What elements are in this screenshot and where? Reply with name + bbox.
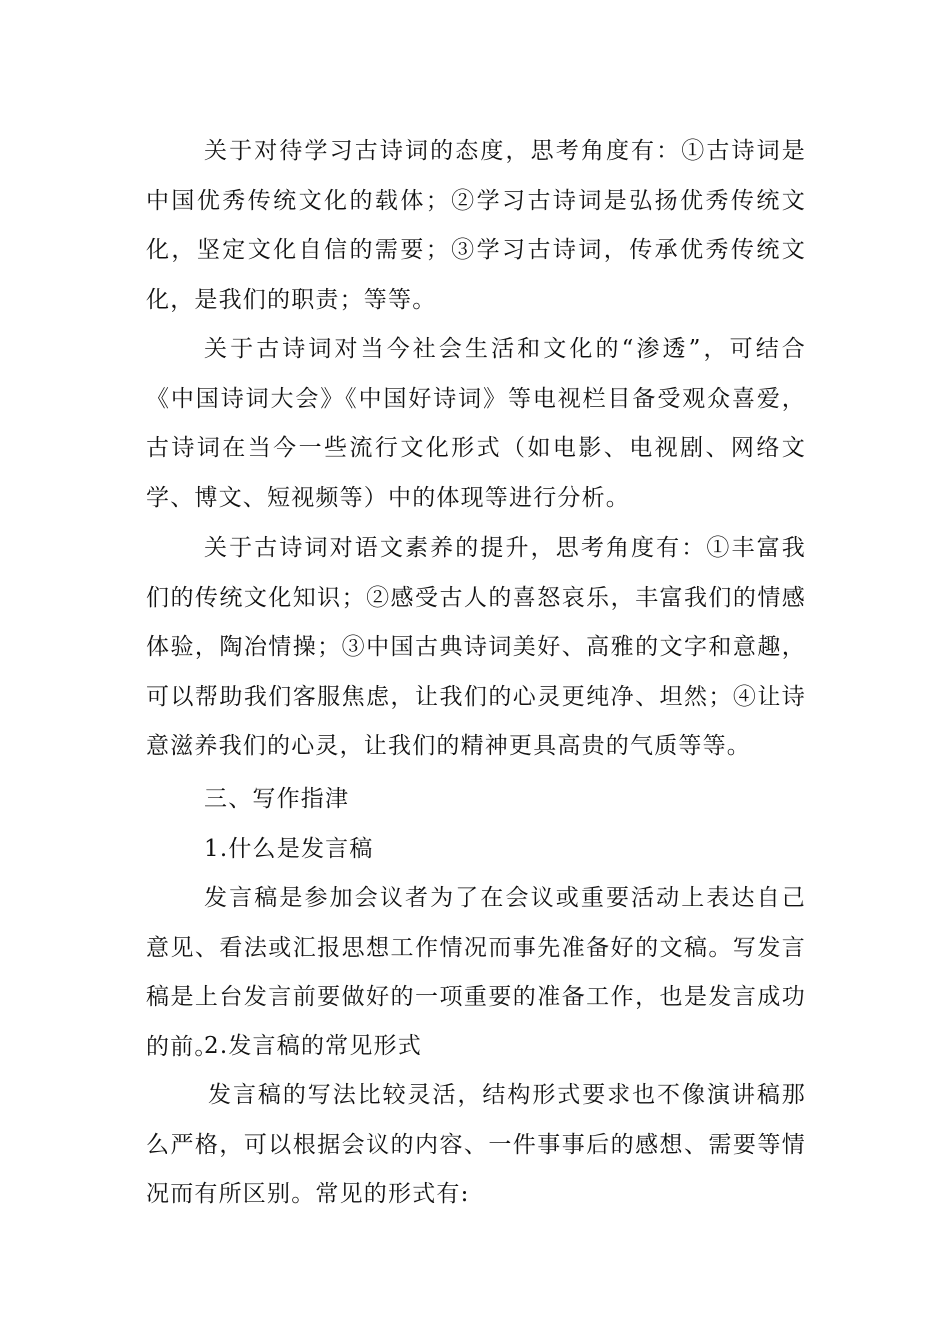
paragraph-speech-forms: 发言稿的写法比较灵活，结构形式要求也不像演讲稿那么严格，可以根据会议的内容、一件事事后的感想、需要等情况而有所区别。常见的形式有:: [146, 1082, 806, 1207]
paragraph-penetration: 关于古诗词对当今社会生活和文化的“渗透”，可结合《中国诗词大会》《中国好诗词》等电视栏目备受观众喜爱，古诗词在当今一些流行文化形式（如电影、电视剧、网络文学、博文、短视频等）中的体现等进行分析。: [146, 336, 806, 511]
section-heading: 三、写作指津: [204, 786, 350, 812]
paragraph-literacy: 关于古诗词对语文素养的提升，思考角度有：①丰富我们的传统文化知识；②感受古人的喜怒哀乐，丰富我们的情感体验，陶冶情操；③中国古典诗词美好、高雅的文字和意趣，可以帮助我们客服焦虑，让我们的心灵更纯净、坦然；④让诗意滋养我们的心灵，让我们的精神更具高贵的气质等等。: [146, 535, 806, 759]
paragraph-attitude: 关于对待学习古诗词的态度，思考角度有：①古诗词是中国优秀传统文化的载体；②学习古诗词是弘扬优秀传统文化，坚定文化自信的需要；③学习古诗词，传承优秀传统文化，是我们的职责；等等。: [146, 138, 806, 313]
paragraph-speech-definition: 发言稿是参加会议者为了在会议或重要活动上表达自己意见、看法或汇报思想工作情况而事先准备好的文稿。写发言稿是上台发言前要做好的一项重要的准备工作，也是发言成功的前。: [146, 885, 806, 1060]
subheading-speech-forms: 2.发言稿的常见形式: [204, 1033, 422, 1059]
subheading-what-is-speech: 1.什么是发言稿: [204, 836, 374, 862]
